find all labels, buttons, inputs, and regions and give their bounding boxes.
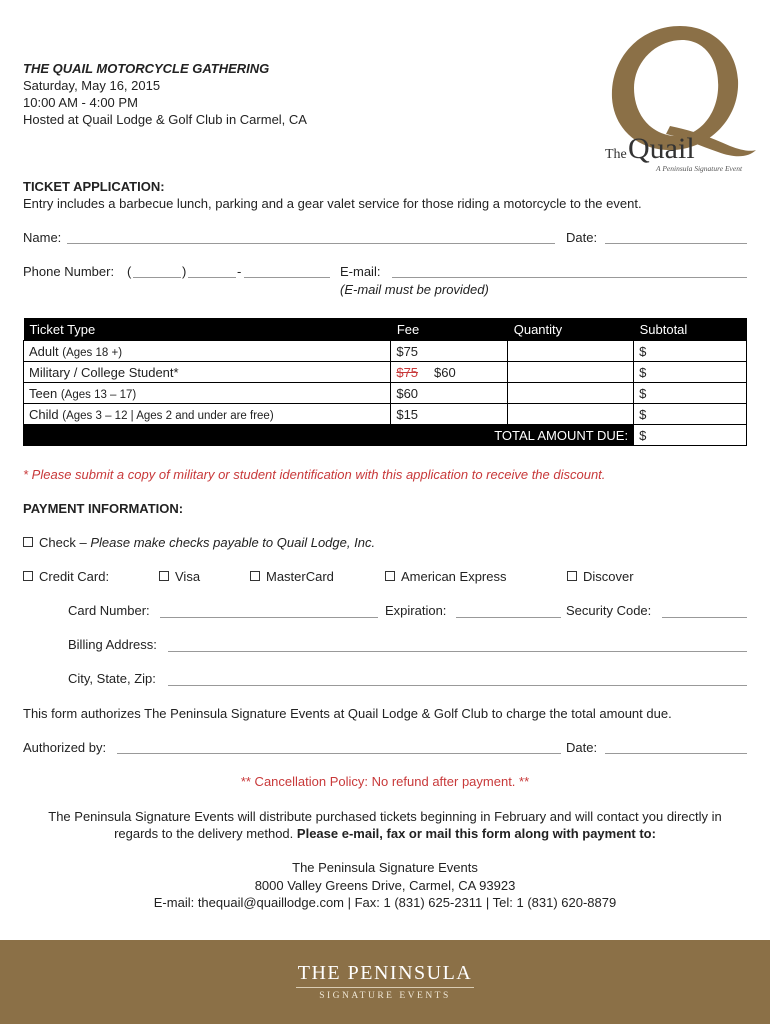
- authorization-text: This form authorizes The Peninsula Signature Events at Quail Lodge & Golf Club to charge the total amount due.: [23, 706, 672, 721]
- ticket-type-cell: [24, 404, 391, 425]
- card-number-field[interactable]: [160, 617, 378, 618]
- visa-checkbox[interactable]: [159, 571, 169, 581]
- credit-card-option[interactable]: [23, 569, 109, 584]
- email-label: E-mail:: [340, 264, 381, 279]
- authorized-by-label: Authorized by:: [23, 740, 107, 755]
- contact-details: E-mail: thequail@quaillodge.com | Fax: 1 (831) 625-2311 | Tel: 1 (831) 620-8879: [153, 895, 617, 910]
- table-row: [24, 362, 747, 383]
- fee-cell: [391, 383, 508, 404]
- ticket-application-heading: TICKET APPLICATION:: [23, 179, 165, 194]
- discount-note: * Please submit a copy of military or student identification with this application to receive the discount.: [23, 467, 606, 482]
- amex-checkbox[interactable]: [385, 571, 395, 581]
- distribution-line2-wrap: [0, 825, 770, 842]
- ticket-type-cell: [24, 362, 391, 383]
- check-checkbox[interactable]: [23, 537, 33, 547]
- header-fee: Fee: [391, 318, 508, 341]
- contact-address: 8000 Valley Greens Drive, Carmel, CA 93923: [254, 877, 516, 893]
- ticket-type-cell: [24, 341, 391, 362]
- fee-cell: [391, 341, 508, 362]
- total-label: TOTAL AMOUNT DUE:: [24, 425, 634, 446]
- name-label: Name:: [23, 230, 62, 245]
- city-state-zip-label: City, State, Zip:: [68, 671, 156, 686]
- logo-name: Quail: [628, 132, 695, 165]
- email-field[interactable]: [392, 277, 747, 278]
- card-number-label: Card Number:: [68, 603, 150, 618]
- quail-q-mark-icon: [600, 18, 760, 178]
- ticket-application-description: Entry includes a barbecue lunch, parking and a gear valet service for those riding a motorcycle to the event.: [23, 196, 642, 211]
- name-field[interactable]: [67, 243, 555, 244]
- date-field[interactable]: [605, 243, 747, 244]
- billing-address-label: Billing Address:: [68, 637, 157, 652]
- authorized-by-field[interactable]: [117, 753, 561, 754]
- contact-org: The Peninsula Signature Events: [292, 860, 478, 875]
- quail-logo: [600, 18, 760, 178]
- amex-option[interactable]: [385, 569, 506, 584]
- distribution-info: [0, 808, 770, 842]
- mastercard-label: MasterCard: [266, 569, 334, 584]
- footer-brand: THE PENINSULA: [297, 962, 473, 984]
- fee-cell: [391, 362, 508, 383]
- distribution-line2-bold: Please e-mail, fax or mail this form along with payment to:: [296, 826, 656, 841]
- cancellation-policy: ** Cancellation Policy: No refund after payment. **: [240, 774, 530, 789]
- amex-label: American Express: [401, 569, 507, 584]
- phone-dash: -: [237, 264, 242, 279]
- ticket-type: Adult: [29, 343, 59, 359]
- security-code-field[interactable]: [662, 617, 747, 618]
- event-title: THE QUAIL MOTORCYCLE GATHERING: [23, 61, 270, 76]
- table-header-row: [24, 318, 747, 341]
- subtotal-field[interactable]: $: [634, 404, 747, 425]
- fee: $60: [396, 385, 419, 401]
- subtotal-field[interactable]: $: [634, 341, 747, 362]
- header-quantity: Quantity: [508, 318, 634, 341]
- check-option[interactable]: [23, 535, 375, 550]
- footer-divider: [296, 987, 474, 988]
- email-note: (E-mail must be provided): [340, 282, 489, 297]
- city-state-zip-field[interactable]: [168, 685, 747, 686]
- visa-label: Visa: [175, 569, 201, 584]
- ticket-type: Child: [29, 406, 59, 422]
- event-venue: Hosted at Quail Lodge & Golf Club in Carmel, CA: [23, 112, 307, 127]
- table-row: [24, 341, 747, 362]
- ticket-detail: (Ages 18 +): [62, 346, 123, 359]
- credit-card-checkbox[interactable]: [23, 571, 33, 581]
- mastercard-checkbox[interactable]: [250, 571, 260, 581]
- authorized-date-field[interactable]: [605, 753, 747, 754]
- check-label: Check –: [39, 535, 87, 550]
- total-row: [24, 425, 747, 446]
- expiration-label: Expiration:: [385, 603, 447, 618]
- phone-open-paren: (: [127, 264, 132, 279]
- ticket-detail: (Ages 13 – 17): [60, 388, 137, 401]
- header-ticket-type: Ticket Type: [24, 318, 391, 341]
- table-row: [24, 383, 747, 404]
- fee: $75: [396, 343, 419, 359]
- quantity-field[interactable]: [508, 341, 634, 362]
- ticket-table: [23, 318, 747, 446]
- distribution-line2: regards to the delivery method.: [114, 826, 294, 841]
- fee: $60: [434, 364, 456, 380]
- header-subtotal: Subtotal: [634, 318, 747, 341]
- ticket-detail: (Ages 3 – 12 | Ages 2 and under are free): [62, 409, 274, 422]
- distribution-line1: The Peninsula Signature Events will distribute purchased tickets beginning in February and will contact you directly in: [48, 809, 722, 824]
- fee-cell: [391, 404, 508, 425]
- footer-subtitle: SIGNATURE EVENTS: [319, 991, 451, 1001]
- discover-checkbox[interactable]: [567, 571, 577, 581]
- phone-prefix-field[interactable]: [188, 277, 236, 278]
- logo-the: The: [605, 147, 627, 162]
- phone-area-code-field[interactable]: [133, 277, 181, 278]
- event-date: Saturday, May 16, 2015: [23, 78, 161, 93]
- fee: $15: [396, 406, 419, 422]
- ticket-type-cell: [24, 383, 391, 404]
- date-label: Date:: [566, 230, 598, 245]
- phone-line-field[interactable]: [244, 277, 330, 278]
- credit-card-label: Credit Card:: [39, 569, 110, 584]
- billing-address-field[interactable]: [168, 651, 747, 652]
- discover-option[interactable]: [567, 569, 634, 584]
- visa-option[interactable]: [159, 569, 200, 584]
- payment-heading: PAYMENT INFORMATION:: [23, 501, 184, 516]
- ticket-type: Military / College Student*: [29, 364, 179, 380]
- quantity-field[interactable]: [508, 404, 634, 425]
- contact-block: [0, 859, 770, 912]
- security-code-label: Security Code:: [566, 603, 652, 618]
- phone-label: Phone Number:: [23, 264, 115, 279]
- check-note: Please make checks payable to Quail Lodge, Inc.: [90, 535, 376, 550]
- ticket-type: Teen: [29, 385, 58, 401]
- logo-tagline: A Peninsula Signature Event: [656, 164, 743, 173]
- subtotal-field[interactable]: $: [634, 362, 747, 383]
- table-row: [24, 404, 747, 425]
- total-field[interactable]: $: [634, 425, 747, 446]
- quantity-field[interactable]: [508, 383, 634, 404]
- event-info: [23, 60, 307, 128]
- event-time: 10:00 AM - 4:00 PM: [23, 95, 138, 110]
- phone-close-paren: ): [182, 264, 187, 279]
- expiration-field[interactable]: [456, 617, 561, 618]
- authorized-date-label: Date:: [566, 740, 598, 755]
- mastercard-option[interactable]: [250, 569, 334, 584]
- quantity-field[interactable]: [508, 362, 634, 383]
- old-fee: $75: [396, 364, 419, 380]
- subtotal-field[interactable]: $: [634, 383, 747, 404]
- discover-label: Discover: [583, 569, 634, 584]
